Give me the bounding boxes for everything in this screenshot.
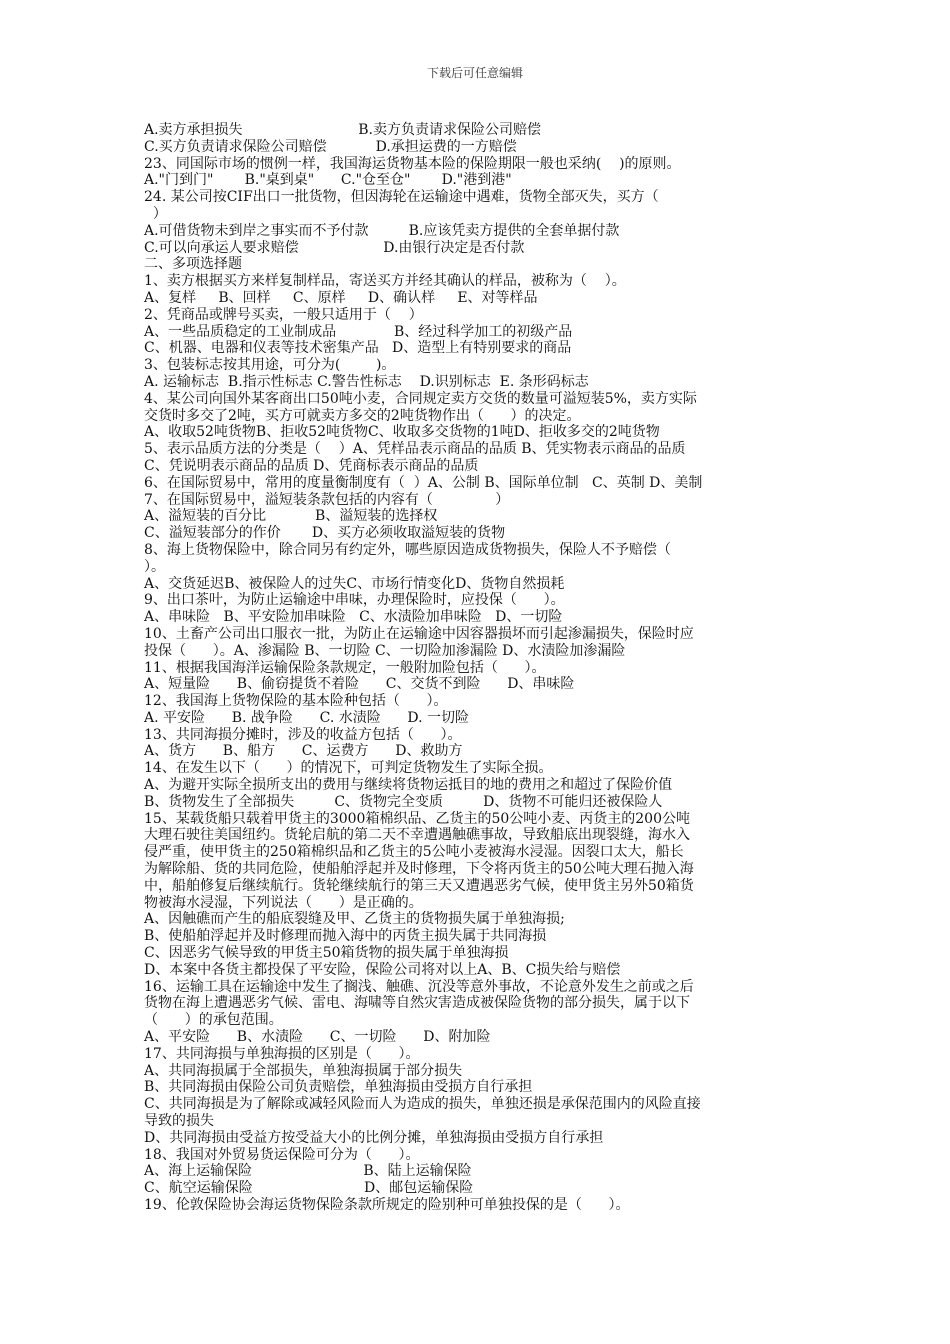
text-line: 12、我国海上货物保险的基本险种包括（ ）。 [144, 693, 448, 710]
page-header: 下载后可任意编辑 [426, 66, 523, 80]
text-line: 货物在海上遭遇恶劣气候、雷电、海啸等自然灾害造成被保险货物的部分损失，属于以下 [144, 995, 690, 1012]
text-line: （ ）的承包范围。 [144, 1012, 283, 1029]
text-line: 大理石驶往美国纽约。货轮启航的第二天不幸遭遇触礁事故，导致船底出现裂缝，海水入 [144, 827, 690, 844]
text-line: 16、运输工具在运输途中发生了搁浅、触礁、沉没等意外事故，不论意外发生之前或之后 [144, 978, 694, 995]
text-line: 19、伦敦保险协会海运货物保险条款所规定的险别种可单独投保的是（ ）。 [144, 1197, 630, 1213]
text-line: 投保（ ）。A、渗漏险 B、一切险 C、一切险加渗漏险 D、水渍险加渗漏险 [144, 642, 626, 659]
text-line: C、凭说明表示商品的品质 D、凭商标表示商品的品质 [144, 457, 479, 474]
text-line: A、溢短装的百分比 B、溢短装的选择权 [144, 508, 438, 525]
text-line: 1、卖方根据买方来样复制样品，寄送买方并经其确认的样品，被称为（ ）。 [144, 273, 626, 290]
text-line: C、溢短装部分的作价 D、买方必须收取溢短装的货物 [144, 525, 506, 542]
text-line: ）。 [144, 558, 165, 575]
text-line: 2、凭商品或牌号买卖，一般只适用于（ ） [144, 306, 423, 323]
text-line: C.买方负责请求保险公司赔偿 D.承担运费的一方赔偿 [144, 138, 517, 155]
text-line: 9、出口茶叶，为防止运输途中串味，办理保险时，应投保（ ）。 [144, 592, 565, 609]
text-line: 24. 某公司按CIF出口一批货物，但因海轮在运输途中遇难，货物全部灭失，买方（ [144, 189, 659, 206]
text-line: A. 平安险 B. 战争险 C. 水渍险 D. 一切险 [144, 709, 470, 726]
text-line: A.卖方承担损失 B.卖方负责请求保险公司赔偿 [144, 122, 542, 138]
text-line: 4、某公司向国外某客商出口50吨小麦，合同规定卖方交货的数量可溢短装5%，卖方实际 [144, 390, 697, 407]
text-line: 10、土畜产公司出口服衣一批，为防止在运输途中因容器损坏而引起渗漏损失，保险时应 [144, 625, 694, 642]
text-line: B、共同海损由保险公司负责赔偿，单独海损由受损方自行承担 [144, 1079, 533, 1096]
text-line: B、使船舶浮起并及时修理而抛入海中的丙货主损失属于共同海损 [144, 928, 547, 945]
text-line: A、海上运输保险 B、陆上运输保险 [144, 1163, 472, 1180]
text-line: 侵严重，使甲货主的250箱棉织品和乙货主的5公吨小麦被海水浸湿。因裂口太大，船长 [144, 844, 684, 861]
text-line: 15、某载货船只载着甲货主的3000箱棉织品、乙货主的50公吨小麦、丙货主的200公吨 [144, 810, 690, 827]
text-line: A、为避开实际全损所支出的费用与继续将货物运抵目的地的费用之和超过了保险价值 [144, 777, 673, 794]
text-line: A、复样 B、回样 C、原样 D、确认样 E、对等样品 [144, 289, 538, 306]
text-line: A、收取52吨货物B、拒收52吨货物C、收取多交货物的1吨D、拒收多交的2吨货物 [144, 424, 660, 441]
text-line: 6、在国际贸易中，常用的度量衡制度有（ ）A、公制 B、国际单位制 C、英制 D、美制 [144, 474, 703, 491]
text-line: 交货时多交了2吨，买方可就卖方多交的2吨货物作出（ ）的决定。 [144, 407, 581, 424]
text-line: ） [144, 205, 167, 222]
text-line: A、共同海损属于全部损失，单独海损属于部分损失 [144, 1062, 463, 1079]
text-line: C、共同海损是为了解除或减轻风险而人为造成的损失，单独还损是承保范围内的风险直接 [144, 1096, 701, 1113]
text-line: 3、包装标志按其用途，可分为( )。 [144, 357, 396, 374]
text-line: A、平安险 B、水渍险 C、一切险 D、附加险 [144, 1029, 491, 1046]
text-line: A. 运输标志 B.指示性标志 C.警告性标志 D.识别标志 E. 条形码标志 [144, 373, 589, 390]
text-line: 11、根据我国海洋运输保险条款规定，一般附加险包括（ ）。 [144, 659, 546, 676]
text-line: A、货方 B、船方 C、运费方 D、救助方 [144, 743, 463, 760]
text-line: 14、在发生以下（ ）的情况下，可判定货物发生了实际全损。 [144, 760, 553, 777]
text-line: 为解除船、货的共同危险，使船舶浮起并及时修理，下令将丙货主的50公吨大理石抛入海 [144, 861, 694, 878]
text-line: 13、共同海损分摊时，涉及的收益方包括（ ）。 [144, 726, 462, 743]
text-line: D、共同海损由受益方按受益大小的比例分摊，单独海损由受损方自行承担 [144, 1129, 604, 1146]
text-line: 二、多项选择题 [144, 256, 242, 273]
text-line: D、本案中各货主都投保了平安险，保险公司将对以上A、B、C损失给与赔偿 [144, 961, 621, 978]
text-line: C、航空运输保险 D、邮包运输保险 [144, 1180, 474, 1197]
text-line: C、机器、电器和仪表等技术密集产品 D、造型上有特别要求的商品 [144, 340, 572, 357]
text-line: A、因触礁而产生的船底裂缝及甲、乙货主的货物损失属于单独海损; [144, 911, 565, 928]
text-line: A、串味险 B、平安险加串味险 C、水渍险加串味险 D、一切险 [144, 609, 563, 626]
text-line: A、交货延迟B、被保险人的过失C、市场行情变化D、货物自然损耗 [144, 575, 565, 592]
text-line: A、短量险 B、偷窃提货不着险 C、交货不到险 D、串味险 [144, 676, 575, 693]
text-line: A."门到门" B."桌到桌" C."仓至仓" D."港到港" [144, 172, 512, 189]
text-line: 8、海上货物保险中，除合同另有约定外，哪些原因造成货物损失，保险人不予赔偿（ [144, 541, 671, 558]
text-line: 23、同国际市场的惯例一样，我国海运货物基本险的保险期限一般也采纳( )的原则。 [144, 155, 681, 172]
text-line: 导致的损失 [144, 1113, 214, 1130]
text-line: A、一些品质稳定的工业制成品 B、经过科学加工的初级产品 [144, 323, 573, 340]
text-line: 7、在国际贸易中，溢短装条款包括的内容有（ ） [144, 491, 510, 508]
text-line: 18、我国对外贸易货运保险可分为（ ）。 [144, 1146, 420, 1163]
text-line: B、货物发生了全部损失 C、货物完全变质 D、货物不可能归还被保险人 [144, 793, 663, 810]
text-line: 5、表示品质方法的分类是（ ）A、凭样品表示商品的品质 B、凭实物表示商品的品质 [144, 441, 686, 458]
text-line: 中，船舶修复后继续航行。货轮继续航行的第三天又遭遇恶劣气候，使甲货主另外50箱货 [144, 877, 694, 894]
text-line: C、因恶劣气候导致的甲货主50箱货物的损失属于单独海损 [144, 945, 509, 962]
text-line: C.可以向承运人要求赔偿 D.由银行决定是否付款 [144, 239, 525, 256]
text-line: A.可借货物未到岸之事实而不予付款 B.应该凭卖方提供的全套单据付款 [144, 222, 620, 239]
text-line: 物被海水浸湿，下列说法（ ）是正确的。 [144, 894, 423, 911]
document-body [144, 122, 814, 1214]
text-line: 17、共同海损与单独海损的区别是（ ）。 [144, 1045, 420, 1062]
